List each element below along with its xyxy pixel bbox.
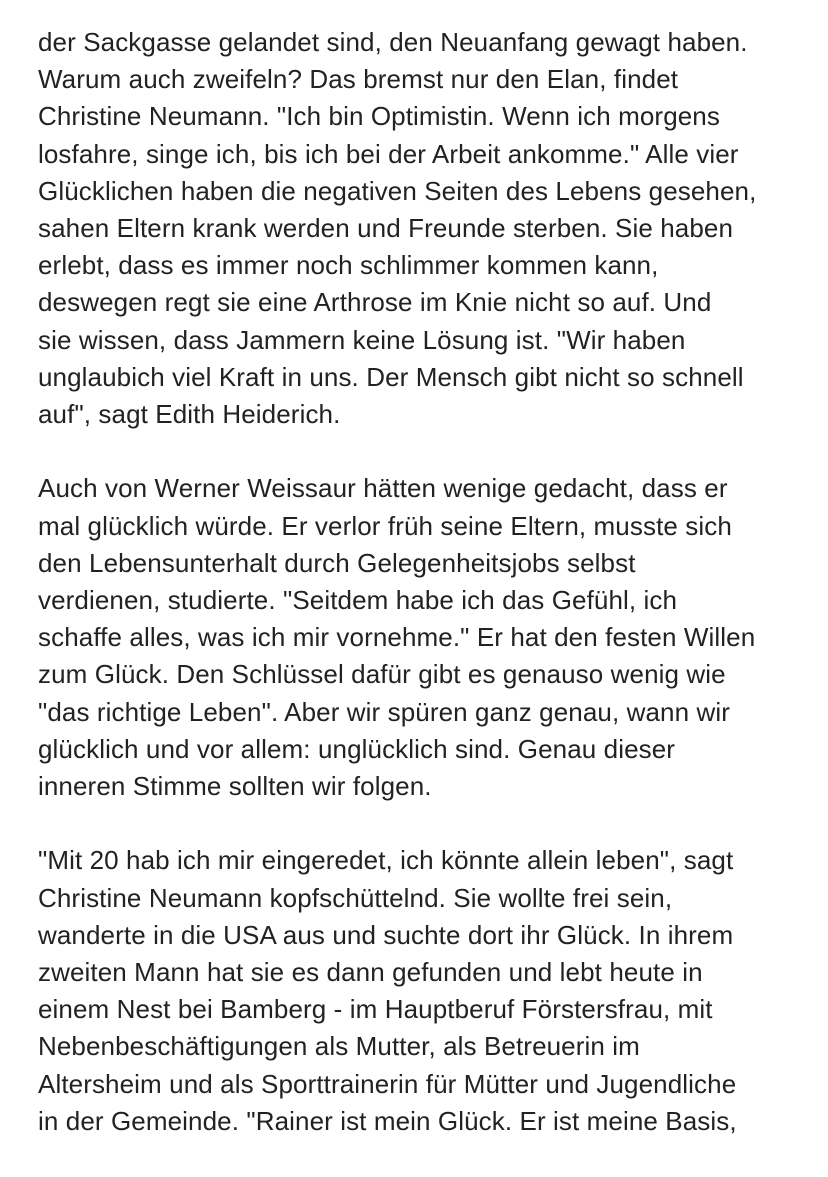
text-line: schaffe alles, was ich mir vornehme." Er hat den festen Willen [38,622,756,653]
text-line: sahen Eltern krank werden und Freunde sterben. Sie haben [38,213,734,244]
text-line: inneren Stimme sollten wir folgen. [38,771,432,802]
text-line: wanderte in die USA aus und suchte dort ihr Glück. In ihrem [38,919,734,950]
text-line: "Mit 20 hab ich mir eingeredet, ich könnte allein leben", sagt [38,845,734,876]
text-line: "das richtige Leben". Aber wir spüren ganz genau, wann wir [38,696,730,727]
text-line: Christine Neumann. "Ich bin Optimistin. Wenn ich morgens [38,101,720,132]
text-line: unglaubich viel Kraft in uns. Der Mensch gibt nicht so schnell [38,361,744,392]
text-line: den Lebensunterhalt durch Gelegenheitsjobs selbst [38,547,636,578]
text-line: Christine Neumann kopfschüttelnd. Sie wollte frei sein, [38,882,673,913]
text-line: sie wissen, dass Jammern keine Lösung ist. "Wir haben [38,324,686,355]
paragraph-1 [38,24,828,433]
text-line: auf", sagt Edith Heiderich. [38,399,341,430]
text-line: mal glücklich würde. Er verlor früh seine Eltern, musste sich [38,510,732,541]
text-line: glücklich und vor allem: unglücklich sind. Genau dieser [38,733,676,764]
paragraph-2 [38,470,828,805]
text-line: deswegen regt sie eine Arthrose im Knie nicht so auf. Und [38,287,712,318]
text-line: erlebt, dass es immer noch schlimmer kommen kann, [38,250,659,281]
paragraph-3 [38,842,828,1140]
article-body [38,24,828,1177]
text-line: in der Gemeinde. "Rainer ist mein Glück. Er ist meine Basis, [38,1105,737,1136]
text-line: losfahre, singe ich, bis ich bei der Arbeit ankomme." Alle vier [38,138,739,169]
text-line: zum Glück. Den Schlüssel dafür gibt es genauso wenig wie [38,659,726,690]
text-line: zweiten Mann hat sie es dann gefunden und lebt heute in [38,957,703,988]
text-line: Warum auch zweifeln? Das bremst nur den Elan, findet [38,64,679,95]
text-line: Altersheim und als Sporttrainerin für Mütter und Jugendliche [38,1068,737,1099]
text-line: verdienen, studierte. "Seitdem habe ich das Gefühl, ich [38,585,678,616]
text-line: Nebenbeschäftigungen als Mutter, als Betreuerin im [38,1031,640,1062]
text-line: Glücklichen haben die negativen Seiten des Lebens gesehen, [38,175,757,206]
text-line: der Sackgasse gelandet sind, den Neuanfang gewagt haben. [38,27,748,57]
text-line: einem Nest bei Bamberg - im Hauptberuf Förstersfrau, mit [38,994,713,1025]
text-line: Auch von Werner Weissaur hätten wenige gedacht, dass er [38,473,728,504]
